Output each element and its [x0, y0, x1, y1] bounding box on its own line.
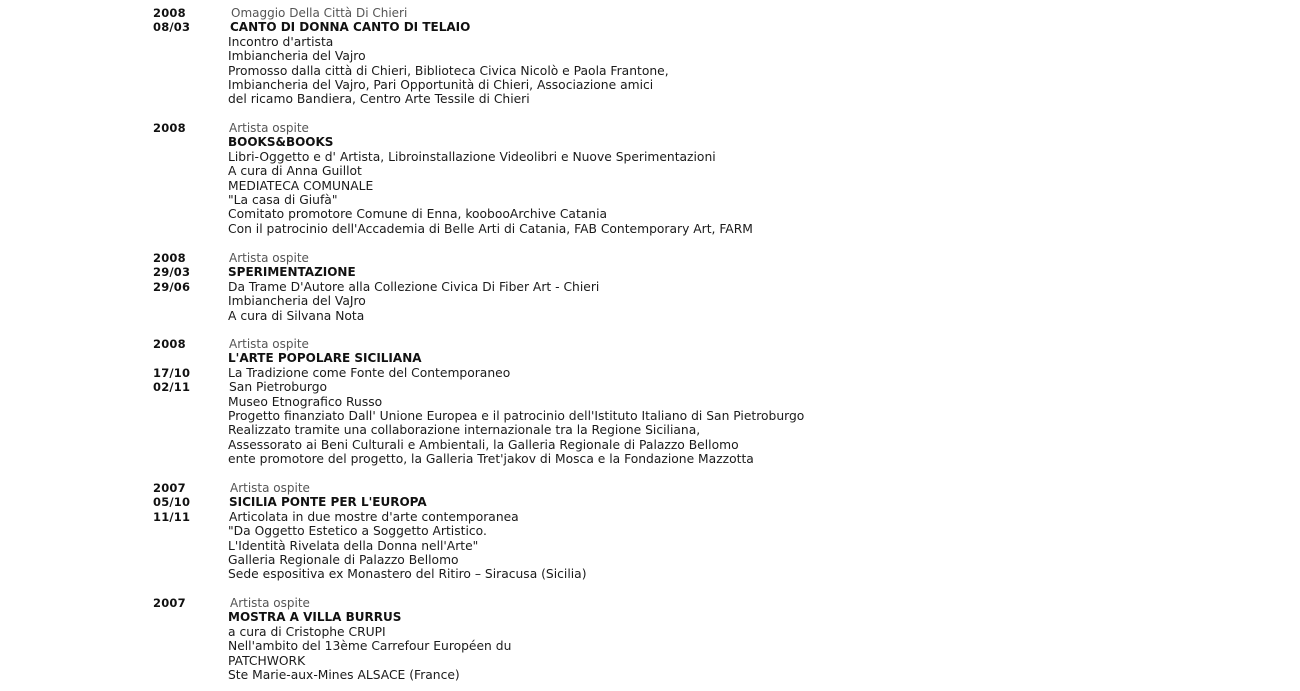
entry-title: BOOKS&BOOKS — [228, 135, 334, 150]
entry-date: 17/10 — [153, 365, 191, 380]
entry-line: ente promotore del progetto, la Galleria Tret'jakov di Mosca e la Fondazione Mazzotta — [228, 452, 754, 467]
entry-line: Imbiancheria del Vajro — [228, 49, 366, 64]
entry-title: SPERIMENTAZIONE — [228, 265, 356, 280]
entry-title: L'ARTE POPOLARE SICILIANA — [228, 351, 422, 366]
entry-dates — [153, 481, 223, 524]
entry-line: Ste Marie-aux-Mines ALSACE (France) — [228, 667, 460, 682]
entry-dates — [153, 6, 223, 35]
entry-date: 2007 — [153, 481, 186, 495]
entry-line: Articolata in due mostre d'arte contemporanea — [229, 509, 519, 524]
entry-line: Promosso dalla città di Chieri, Biblioteca Civica Nicolò e Paola Frantone, — [228, 63, 669, 78]
entry-line: Assessorato ai Beni Culturali e Ambientali, la Galleria Regionale di Palazzo Bellomo — [228, 437, 739, 452]
entry-line: Progetto finanziato Dall' Unione Europea e il patrocinio dell'Istituto Italiano di San Pietroburgo — [228, 408, 805, 423]
entry-date: 02/11 — [153, 380, 191, 395]
entry-role: Artista ospite — [229, 121, 309, 135]
entry-line: Da Trame D'Autore alla Collezione Civica Di Fiber Art - Chieri — [228, 279, 600, 294]
entry-role: Omaggio Della Città Di Chieri — [231, 6, 408, 20]
entry-line: Realizzato tramite una collaborazione internazionale tra la Regione Siciliana, — [228, 423, 701, 438]
entry-content — [229, 596, 1129, 682]
entry-date: 08/03 — [153, 20, 191, 35]
entry-dates — [153, 596, 223, 610]
entry-line: Libri-Oggetto e d' Artista, Libroinstallazione Videolibri e Nuove Sperimentazioni — [228, 149, 716, 164]
entry-content — [228, 121, 1128, 236]
entry-dates — [153, 251, 223, 294]
entry-line: a cura di Cristophe CRUPI — [228, 624, 386, 639]
entry-title: CANTO DI DONNA CANTO DI TELAIO — [230, 20, 471, 35]
entry-date: 2008 — [153, 337, 186, 351]
entry-line: MEDIATECA COMUNALE — [228, 178, 374, 193]
entry-line: "La casa di Giufà" — [228, 192, 338, 207]
entry-line: Sede espositiva ex Monastero del Ritiro – Siracusa (Sicilia) — [228, 567, 587, 582]
entry-date: 29/06 — [153, 279, 191, 294]
entry-date: 11/11 — [153, 509, 191, 524]
entry-date: 2008 — [153, 251, 186, 265]
entry-date: 2008 — [153, 6, 186, 20]
entry-line: Nell'ambito del 13ème Carrefour Européen du — [228, 639, 512, 654]
entry-content — [228, 251, 1128, 323]
entry-line: La Tradizione come Fonte del Contemporaneo — [228, 365, 511, 380]
entry-line: A cura di Anna Guillot — [228, 164, 362, 179]
entry-content — [230, 6, 1130, 107]
date-spacer — [153, 351, 223, 365]
entry-line: Incontro d'artista — [228, 34, 334, 49]
entry-date: 2008 — [153, 121, 186, 135]
entry-line: Comitato promotore Comune di Enna, koobooArchive Catania — [228, 207, 608, 222]
entry-line: A cura di Silvana Nota — [228, 308, 365, 323]
entry-line: del ricamo Bandiera, Centro Arte Tessile di Chieri — [228, 92, 530, 107]
entry-role: Artista ospite — [230, 481, 310, 495]
entry-role: Artista ospite — [229, 251, 309, 265]
entry-dates — [153, 121, 223, 135]
entry-line: Galleria Regionale di Palazzo Bellomo — [228, 552, 459, 567]
entry-line: "Da Oggetto Estetico a Soggetto Artistico. — [228, 524, 487, 539]
entry-title: SICILIA PONTE PER L'EUROPA — [229, 495, 427, 510]
entry-date: 2007 — [153, 596, 186, 610]
entry-line: Imbiancheria del VaJro — [228, 294, 366, 309]
entry-line: PATCHWORK — [228, 653, 306, 668]
entry-line: Imbiancheria del Vajro, Pari Opportunità di Chieri, Associazione amici — [228, 77, 654, 92]
entry-dates — [153, 337, 223, 395]
entry-role: Artista ospite — [229, 337, 309, 351]
entry-content — [229, 481, 1129, 582]
entry-role: Artista ospite — [230, 596, 310, 610]
entry-title: MOSTRA A VILLA BURRUS — [228, 610, 402, 625]
entry-line: Con il patrocinio dell'Accademia di Belle Arti di Catania, FAB Contemporary Art, FARM — [228, 221, 753, 236]
entry-content — [228, 337, 1128, 467]
entry-line: Museo Etnografico Russo — [228, 394, 383, 409]
entry-date: 29/03 — [153, 265, 191, 280]
entry-date: 05/10 — [153, 495, 191, 510]
entry-line: San Pietroburgo — [229, 380, 328, 395]
entry-line: L'Identità Rivelata della Donna nell'Arte" — [228, 538, 479, 553]
